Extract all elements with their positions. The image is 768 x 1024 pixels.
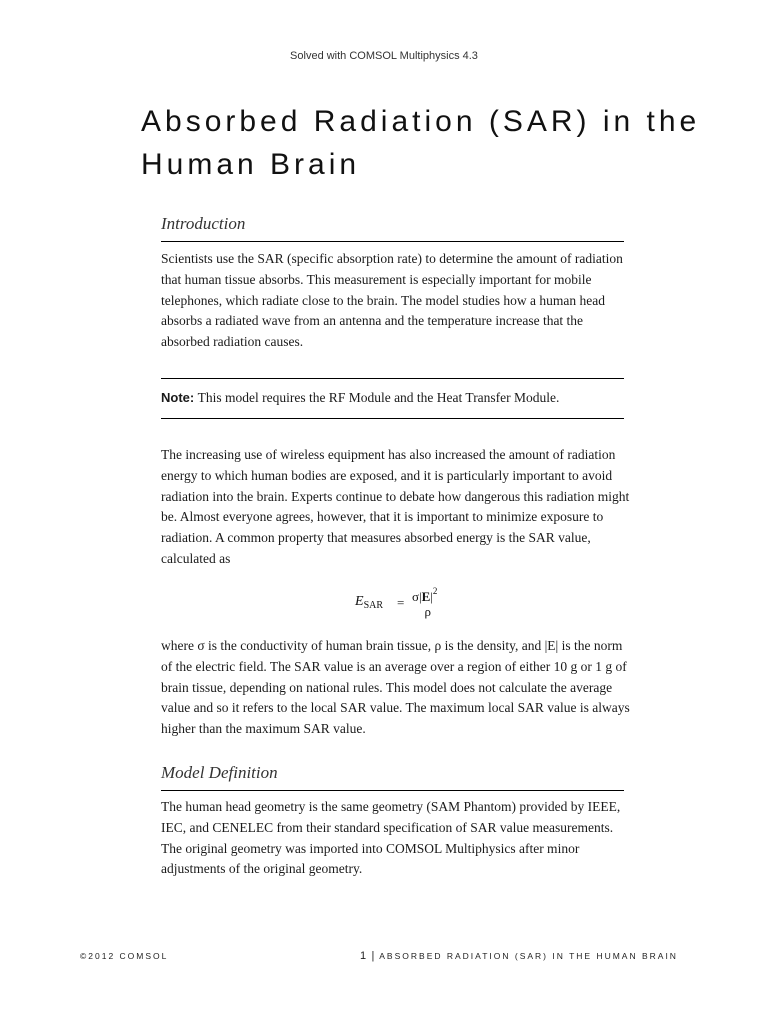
running-header: Solved with COMSOL Multiphysics 4.3: [290, 50, 478, 62]
footer-separator: |: [371, 950, 376, 962]
note-label: Note:: [161, 390, 195, 405]
equation-fraction: [412, 586, 437, 620]
equation-subscript: SAR: [363, 600, 384, 611]
introduction-heading: Introduction: [161, 214, 246, 233]
title-line-1: Absorbed Radiation (SAR) in the: [141, 105, 701, 138]
equation-power: 2: [432, 586, 438, 596]
equation-lhs: $E_{SAR}$: [355, 594, 384, 611]
footer-running-title: [360, 950, 678, 962]
footer-title: ABSORBED RADIATION (SAR) IN THE HUMAN BRAIN: [379, 951, 678, 961]
equation-equals: =: [397, 595, 405, 610]
note-box: [161, 388, 631, 409]
equation-numerator: $\sigma|E|^2$: [412, 586, 438, 604]
sar-equation: [355, 586, 475, 626]
introduction-paragraph: Scientists use the SAR (specific absorption rate) to determine the amount of radiation that human tissue absorbs. This measurement is especially important for mobile telephones, which radiate close to the brain. The model studies how a human head absorbs a radiated wave from an antenna and the temperature increase that the absorbed radiation causes.: [161, 251, 623, 350]
title-line-2: Human Brain: [141, 148, 361, 181]
page-number: 1: [360, 950, 368, 962]
note-bottom-rule: [161, 418, 624, 419]
note-top-rule: [161, 378, 624, 379]
introduction-rule: [161, 241, 624, 242]
body-paragraph-1: The increasing use of wireless equipment has also increased the amount of radiation energy to which human bodies are exposed, and it is particularly important to avoid radiation into the brain. Experts continue to debate how dangerous this radiation might be. Almost everyone agrees, however, that it is important to minimize exposure to radiation. A common property that measures absorbed energy is the SAR value, calculated as: [161, 447, 630, 566]
note-text: This model requires the RF Module and the Heat Transfer Module.: [197, 390, 560, 405]
body-paragraph-2: where σ is the conductivity of human brain tissue, ρ is the density, and |E| is the norm of the electric field. The SAR value is an average over a region of either 10 g or 1 g of brain tissue, depending on national rules. This model does not calculate the average value and so it refers to the local SAR value. The maximum local SAR value is always higher than the maximum SAR value.: [161, 638, 630, 737]
document-title: [141, 100, 700, 186]
model-definition-paragraph: The human head geometry is the same geometry (SAM Phantom) provided by IEEE, IEC, and CENELEC from their standard specification of SAR value measurements. The original geometry was imported into COMSOL Multiphysics after minor adjustments of the original geometry.: [161, 799, 621, 877]
model-definition-rule: [161, 790, 624, 791]
footer-copyright: ©2012 COMSOL: [80, 951, 169, 961]
equation-denominator: ρ: [424, 604, 431, 619]
model-definition-heading: Model Definition: [161, 763, 278, 782]
